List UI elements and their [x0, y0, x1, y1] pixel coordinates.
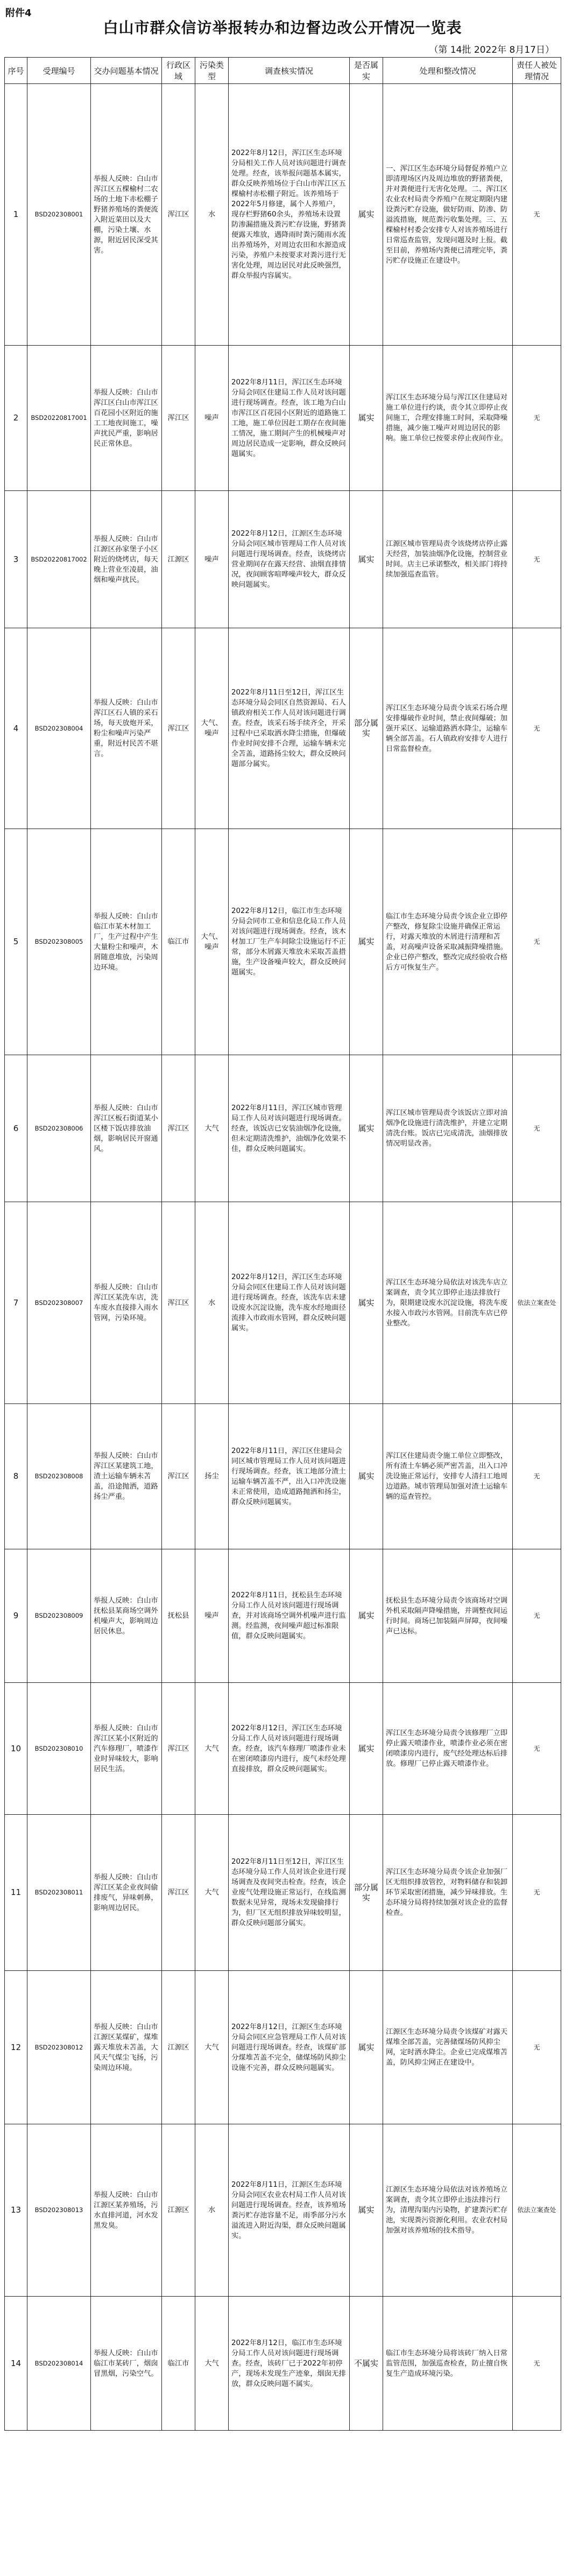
region: 江源区: [162, 1971, 195, 2124]
handling-text: 浑江区城市管理局责令该饭店立即对油烟净化设施进行清洗维护，并建立定期清洗台账。饭店已完成清洗，油烟排放情况明显改善。: [383, 1055, 513, 1202]
pollution-type: 噪声: [195, 1549, 229, 1683]
issue-description: 举报人反映：白山市临江市某木材加工厂，生产过程中产生大量粉尘和噪声，木屑随意堆放，污染周边环境。: [91, 829, 162, 1055]
issue-description: 举报人反映：白山市浑江区某洗车店，洗车废水直接排入雨水管网，污染环境。: [91, 1202, 162, 1404]
region: 浑江区: [162, 1202, 195, 1404]
case-id: BSD202308011: [27, 1815, 91, 1971]
region: 浑江区: [162, 84, 195, 346]
row-number: 6: [5, 1055, 27, 1202]
region: 江源区: [162, 491, 195, 628]
column-header: 受理编号: [27, 58, 91, 84]
investigation-text: 2022年8月11日至12日，浑江区生态环境分局会同区自然资源局、石人镇政府相关工作人员对该问题进行调查。经查，该采石场手续齐全，开采过程中已采取洒水降尘措施，但爆破作业时间安排不合理，运输车辆未完全苫盖，道路扬尘较大，群众反映问题部分属实。: [229, 628, 350, 829]
region: 浑江区: [162, 1683, 195, 1815]
punishment-status: 无: [513, 1815, 561, 1971]
case-id: BSD202308014: [27, 2297, 91, 2431]
accuracy-status: 属实: [350, 346, 383, 491]
investigation-text: 2022年8月11日至12日，浑江区生态环境分局工作人员对该企业进行现场调查及夜间突击检查。经查，该企业废气处理设施正常运行，在线监测数据未见异常，现场未发现偷排行为，但厂区无组织排放异味较明显，群众反映问题部分属实。: [229, 1815, 350, 1971]
row-number: 12: [5, 1971, 27, 2124]
accuracy-status: 部分属实: [350, 1815, 383, 1971]
table-row: [5, 1971, 561, 2124]
row-number: 1: [5, 84, 27, 346]
pollution-type: 大气: [195, 2297, 229, 2431]
table-row: [5, 1815, 561, 1971]
accuracy-status: 属实: [350, 1202, 383, 1404]
investigation-text: 2022年8月12日，浑江区生态环境分局相关工作人员对该问题进行调查处理。经查，该举报问题基本属实，群众反映养殖场位于白山市浑江区五棵榆村赤松棚子附近。该养殖场于2022年5月修建，属个人养殖户，现存栏野猪60余头，养殖场未设置防渗漏措施及粪污贮存设施，野猪粪便露天堆放，遇降雨时粪污随雨水流出养殖场外，对周边农田和水源造成污染，养殖户未按要求对粪污进行无害化处理，周边居民对此反映强烈，群众举报内容属实。: [229, 84, 350, 346]
punishment-status: 无: [513, 1683, 561, 1815]
issue-description: 举报人反映：白山市浑江区板石街道某小区楼下饭店排放油烟，影响居民开窗通风。: [91, 1055, 162, 1202]
punishment-status: 依法立案查处: [513, 2124, 561, 2297]
investigation-text: 2022年8月12日，江源区生态环境分局会同区城市管理局工作人员对该问题进行现场调查。经查，该烧烤店营业期间存在露天经营、油烟直排情况，夜间顾客喧哗噪声较大，群众反映问题属实。: [229, 491, 350, 628]
handling-text: 浑江区生态环境分局责令该采石场合理安排爆破作业时间，禁止夜间爆破；加强开采区、运输道路洒水降尘，运输车辆全部苫盖。石人镇政府安排专人进行日常监督检查。: [383, 628, 513, 829]
table-row: [5, 2124, 561, 2297]
column-header: 交办问题基本情况: [91, 58, 162, 84]
issue-description: 举报人反映：白山市临江市某砖厂，烟囱冒黑烟，污染空气。: [91, 2297, 162, 2431]
accuracy-status: 部分属实: [350, 628, 383, 829]
table-row: [5, 829, 561, 1055]
pollution-type: 水: [195, 1202, 229, 1404]
investigation-text: 2022年8月12日，临江市生态环境分局工作人员对该问题进行现场调查。经查，该砖厂已于2022年初停产，现场未发现生产迹象，烟囱无排放，群众反映问题不属实。: [229, 2297, 350, 2431]
column-header: 污染类型: [195, 58, 229, 84]
pollution-type: 大气: [195, 1055, 229, 1202]
table-row: [5, 1404, 561, 1549]
region: 浑江区: [162, 1815, 195, 1971]
row-number: 4: [5, 628, 27, 829]
table-row: [5, 2297, 561, 2431]
case-id: BSD202308005: [27, 829, 91, 1055]
investigation-text: 2022年8月11日，浑江区城市管理局工作人员对该问题进行现场调查。经查，该饭店已安装油烟净化设施，但未定期清洗维护，油烟净化效果不佳，群众反映问题属实。: [229, 1055, 350, 1202]
column-header: 是否属实: [350, 58, 383, 84]
pollution-type: 大气、噪声: [195, 628, 229, 829]
row-number: 2: [5, 346, 27, 491]
case-id: BSD202308004: [27, 628, 91, 829]
issue-description: 举报人反映：白山市江源区某煤矿，煤堆露天堆放未苫盖，大风天气煤尘飞扬，污染周边环境。: [91, 1971, 162, 2124]
issue-description: 举报人反映：白山市浑江区某小区附近的汽车修理厂，喷漆作业时异味较大，影响居民生活。: [91, 1683, 162, 1815]
page-title: 白山市群众信访举报转办和边督边改公开情况一览表: [103, 19, 462, 37]
issue-description: 举报人反映：白山市江源区孙家堡子小区附近的烧烤店，每天晚上营业至凌晨，油烟和噪声扰民。: [91, 491, 162, 628]
region: 浑江区: [162, 1404, 195, 1549]
column-header: 责任人被处理情况: [513, 58, 561, 84]
table-row: [5, 491, 561, 628]
row-number: 3: [5, 491, 27, 628]
report-table: [4, 57, 561, 2431]
accuracy-status: 属实: [350, 829, 383, 1055]
punishment-status: 无: [513, 346, 561, 491]
table-row: [5, 84, 561, 346]
region: 抚松县: [162, 1549, 195, 1683]
investigation-text: 2022年8月11日，江源区生态环境分局会同区农业农村局工作人员对该问题进行现场调查。经查，该养殖场粪污贮存池容量不足，雨季部分污水溢流进入附近沟渠，群众反映问题属实。: [229, 2124, 350, 2297]
handling-text: 一、浑江区生态环境分局督促养殖户立即清理场区内及周边堆放的野猪粪便，并对粪便进行无害化处理。二、浑江区农业农村局责令养殖户在规定期限内建设粪污贮存设施，做好防雨、防渗、防溢流措施，规范粪污收集处理。三、五棵榆村村委会安排专人对该养殖场进行日常巡查监管，发现问题及时上报。截至目前，养殖场内粪便已清理完毕，粪污贮存设施正在建设中。: [383, 84, 513, 346]
investigation-text: 2022年8月11日，抚松县生态环境分局工作人员对该问题进行现场调查，并对该商场空调外机噪声进行监测。经监测，夜间噪声超过标准限值，群众反映问题属实。: [229, 1549, 350, 1683]
issue-description: 举报人反映：白山市江源区某养殖场，污水直排河道，河水发黑发臭。: [91, 2124, 162, 2297]
punishment-status: 无: [513, 1549, 561, 1683]
punishment-status: 无: [513, 829, 561, 1055]
pollution-type: 大气、噪声: [195, 829, 229, 1055]
punishment-status: 无: [513, 84, 561, 346]
region: 临江市: [162, 829, 195, 1055]
row-number: 11: [5, 1815, 27, 1971]
table-row: [5, 1202, 561, 1404]
table-row: [5, 1549, 561, 1683]
investigation-text: 2022年8月12日，浑江区生态环境分局工作人员对该问题进行现场调查。经查，该汽车修理厂喷漆作业未在密闭喷漆房内进行，废气未经处理直接排放，群众反映问题属实。: [229, 1683, 350, 1815]
handling-text: 浑江区生态环境分局与浑江区住建局对施工单位进行约谈，责令其立即停止夜间施工，合理安排施工时间，采取降噪措施，减少施工噪声对周边居民的影响。施工单位已按要求停止夜间作业。: [383, 346, 513, 491]
accuracy-status: 属实: [350, 1971, 383, 2124]
issue-description: 举报人反映：白山市浑江区某建筑工地，渣土运输车辆未苫盖，沿途抛洒，道路扬尘严重。: [91, 1404, 162, 1549]
table-row: [5, 1055, 561, 1202]
handling-text: 浑江区生态环境分局依法对该洗车店立案调查，责令其立即停止违法排放行为，限期建设废水沉淀设施，将洗车废水接入市政污水管网。目前洗车店已停业整改。: [383, 1202, 513, 1404]
pollution-type: 水: [195, 2124, 229, 2297]
table-row: [5, 1683, 561, 1815]
table-row: [5, 628, 561, 829]
handling-text: 临江市生态环境分局责令该企业立即停产整改，修复除尘设施并确保正常运行，对露天堆放的木屑进行清理和苫盖，对高噪声设备采取减振降噪措施。企业已停产整改，整改完成经验收合格后方可恢复生产。: [383, 829, 513, 1055]
punishment-status: 无: [513, 491, 561, 628]
handling-text: 临江市生态环境分局将该砖厂纳入日常监管范围，加强巡查检查，防止擅自恢复生产造成环境污染。: [383, 2297, 513, 2431]
punishment-status: 无: [513, 2297, 561, 2431]
case-id: BSD202308012: [27, 1971, 91, 2124]
handling-text: 江源区生态环境分局依法对该养殖场立案调查，责令其立即停止违法排污行为，清理沟渠内污染物，扩建粪污贮存池，实现粪污资源化利用。农业农村局加强对该养殖场的技术指导。: [383, 2124, 513, 2297]
table-header-row: [5, 58, 561, 84]
pollution-type: 大气: [195, 1683, 229, 1815]
attachment-label: 附件4: [5, 8, 32, 19]
handling-text: 江源区城市管理局责令该烧烤店停止露天经营，加装油烟净化设施，控制营业时间。店主已承诺整改，相关部门将持续加强巡查监管。: [383, 491, 513, 628]
column-header: 调查核实情况: [229, 58, 350, 84]
accuracy-status: 属实: [350, 1404, 383, 1549]
investigation-text: 2022年8月11日，浑江区生态环境分局会同区住建局工作人员对该问题进行现场调查。经查，该工地为白山市浑江区百花园小区附近的道路施工工地，施工单位因赶工期存在夜间施工情况，施工期间产生的机械噪声对周边居民造成一定影响，群众反映问题属实。: [229, 346, 350, 491]
row-number: 14: [5, 2297, 27, 2431]
case-id: BSD202308007: [27, 1202, 91, 1404]
pollution-type: 水: [195, 84, 229, 346]
case-id: BSD202308010: [27, 1683, 91, 1815]
case-id: BSD20220817001: [27, 346, 91, 491]
case-id: BSD202308006: [27, 1055, 91, 1202]
accuracy-status: 属实: [350, 1683, 383, 1815]
investigation-text: 2022年8月12日，临江市生态环境分局会同市工业和信息化局工作人员对该问题进行现场调查。经查，该木材加工厂生产车间除尘设施运行不正常，部分木屑露天堆放未采取苫盖措施，生产设备噪声较大，群众反映问题属实。: [229, 829, 350, 1055]
column-header: 行政区域: [162, 58, 195, 84]
pollution-type: 噪声: [195, 346, 229, 491]
punishment-status: 无: [513, 1971, 561, 2124]
punishment-status: 无: [513, 1055, 561, 1202]
issue-description: 举报人反映：白山市浑江区白山市浑江区百花园小区附近的施工工地夜间施工，噪声扰民严重，影响居民正常休息。: [91, 346, 162, 491]
column-header: 处理和整改情况: [383, 58, 513, 84]
region: 江源区: [162, 2124, 195, 2297]
handling-text: 浑江区生态环境分局责令该修理厂立即停止露天喷漆作业，喷漆作业必须在密闭喷漆房内进行，废气经处理达标后排放。修理厂已停止露天喷漆作业。: [383, 1683, 513, 1815]
punishment-status: 依法立案查处: [513, 1202, 561, 1404]
pollution-type: 扬尘: [195, 1404, 229, 1549]
accuracy-status: 不属实: [350, 2297, 383, 2431]
handling-text: 浑江区生态环境分局责令该企业加强厂区无组织排放管控，对物料储存和装卸环节采取密闭措施，减少异味排放。生态环境分局将持续加强对该企业的监督检查。: [383, 1815, 513, 1971]
investigation-text: 2022年8月11日，浑江区住建局会同区城市管理局工作人员对该问题进行现场调查。经查，该工地部分渣土运输车辆苫盖不严，出入口冲洗设施未正常使用，造成道路抛洒和扬尘，群众反映问题属实。: [229, 1404, 350, 1549]
row-number: 9: [5, 1549, 27, 1683]
pollution-type: 噪声: [195, 491, 229, 628]
row-number: 10: [5, 1683, 27, 1815]
handling-text: 江源区生态环境分局责令该煤矿对露天煤堆全部苫盖，完善储煤场防风抑尘网，定时洒水降尘。企业已完成煤堆苫盖，防风抑尘网正在建设中。: [383, 1971, 513, 2124]
case-id: BSD202308008: [27, 1404, 91, 1549]
handling-text: 抚松县生态环境分局责令该商场对空调外机采取隔声降噪措施，并调整夜间运行时间。商场已加装隔声屏障，夜间噪声已达标。: [383, 1549, 513, 1683]
region: 浑江区: [162, 1055, 195, 1202]
pollution-type: 大气: [195, 1815, 229, 1971]
accuracy-status: 属实: [350, 84, 383, 346]
pollution-type: 大气: [195, 1971, 229, 2124]
region: 浑江区: [162, 346, 195, 491]
column-header: 序号: [5, 58, 27, 84]
row-number: 7: [5, 1202, 27, 1404]
issue-description: 举报人反映：白山市浑江区石人镇的采石场，每天放炮开采，粉尘和噪声污染严重，附近村民苦不堪言。: [91, 628, 162, 829]
region: 临江市: [162, 2297, 195, 2431]
issue-description: 举报人反映：白山市浑江区五棵榆村二农场的土地下赤松棚子野猪养殖场的粪便流入附近菜田以及大棚，污染土壤、水源，附近居民深受其害。: [91, 84, 162, 346]
table-row: [5, 346, 561, 491]
accuracy-status: 属实: [350, 1055, 383, 1202]
case-id: BSD202308013: [27, 2124, 91, 2297]
case-id: BSD202308001: [27, 84, 91, 346]
issue-description: 举报人反映：白山市抚松县某商场空调外机噪声大，影响周边居民休息。: [91, 1549, 162, 1683]
punishment-status: 无: [513, 628, 561, 829]
case-id: BSD202308009: [27, 1549, 91, 1683]
case-id: BSD20220817002: [27, 491, 91, 628]
row-number: 13: [5, 2124, 27, 2297]
row-number: 8: [5, 1404, 27, 1549]
row-number: 5: [5, 829, 27, 1055]
region: 浑江区: [162, 628, 195, 829]
accuracy-status: 属实: [350, 1549, 383, 1683]
punishment-status: 无: [513, 1404, 561, 1549]
investigation-text: 2022年8月12日，江源区生态环境分局会同区应急管理局工作人员对该问题进行现场调查。经查，该煤矿部分煤堆苫盖不完全，储煤场防风抑尘设施不完善，群众反映问题属实。: [229, 1971, 350, 2124]
accuracy-status: 属实: [350, 491, 383, 628]
accuracy-status: 属实: [350, 2124, 383, 2297]
issue-description: 举报人反映：白山市浑江区某企业夜间偷排废气，异味刺鼻，影响周边居民。: [91, 1815, 162, 1971]
investigation-text: 2022年8月12日，浑江区生态环境分局会同区住建局工作人员对该问题进行现场调查。经查，该洗车店未建设废水沉淀设施，洗车废水经地面径流排入市政雨水管网，群众反映问题属实。: [229, 1202, 350, 1404]
batch-info: （第 14批 2022年 8月17日）: [429, 45, 554, 55]
handling-text: 浑江区住建局责令施工单位立即整改，所有渣土车辆必须严密苫盖，出入口冲洗设施正常运行，安排专人清扫工地周边道路。城市管理局加强对渣土运输车辆的巡查管控。: [383, 1404, 513, 1549]
